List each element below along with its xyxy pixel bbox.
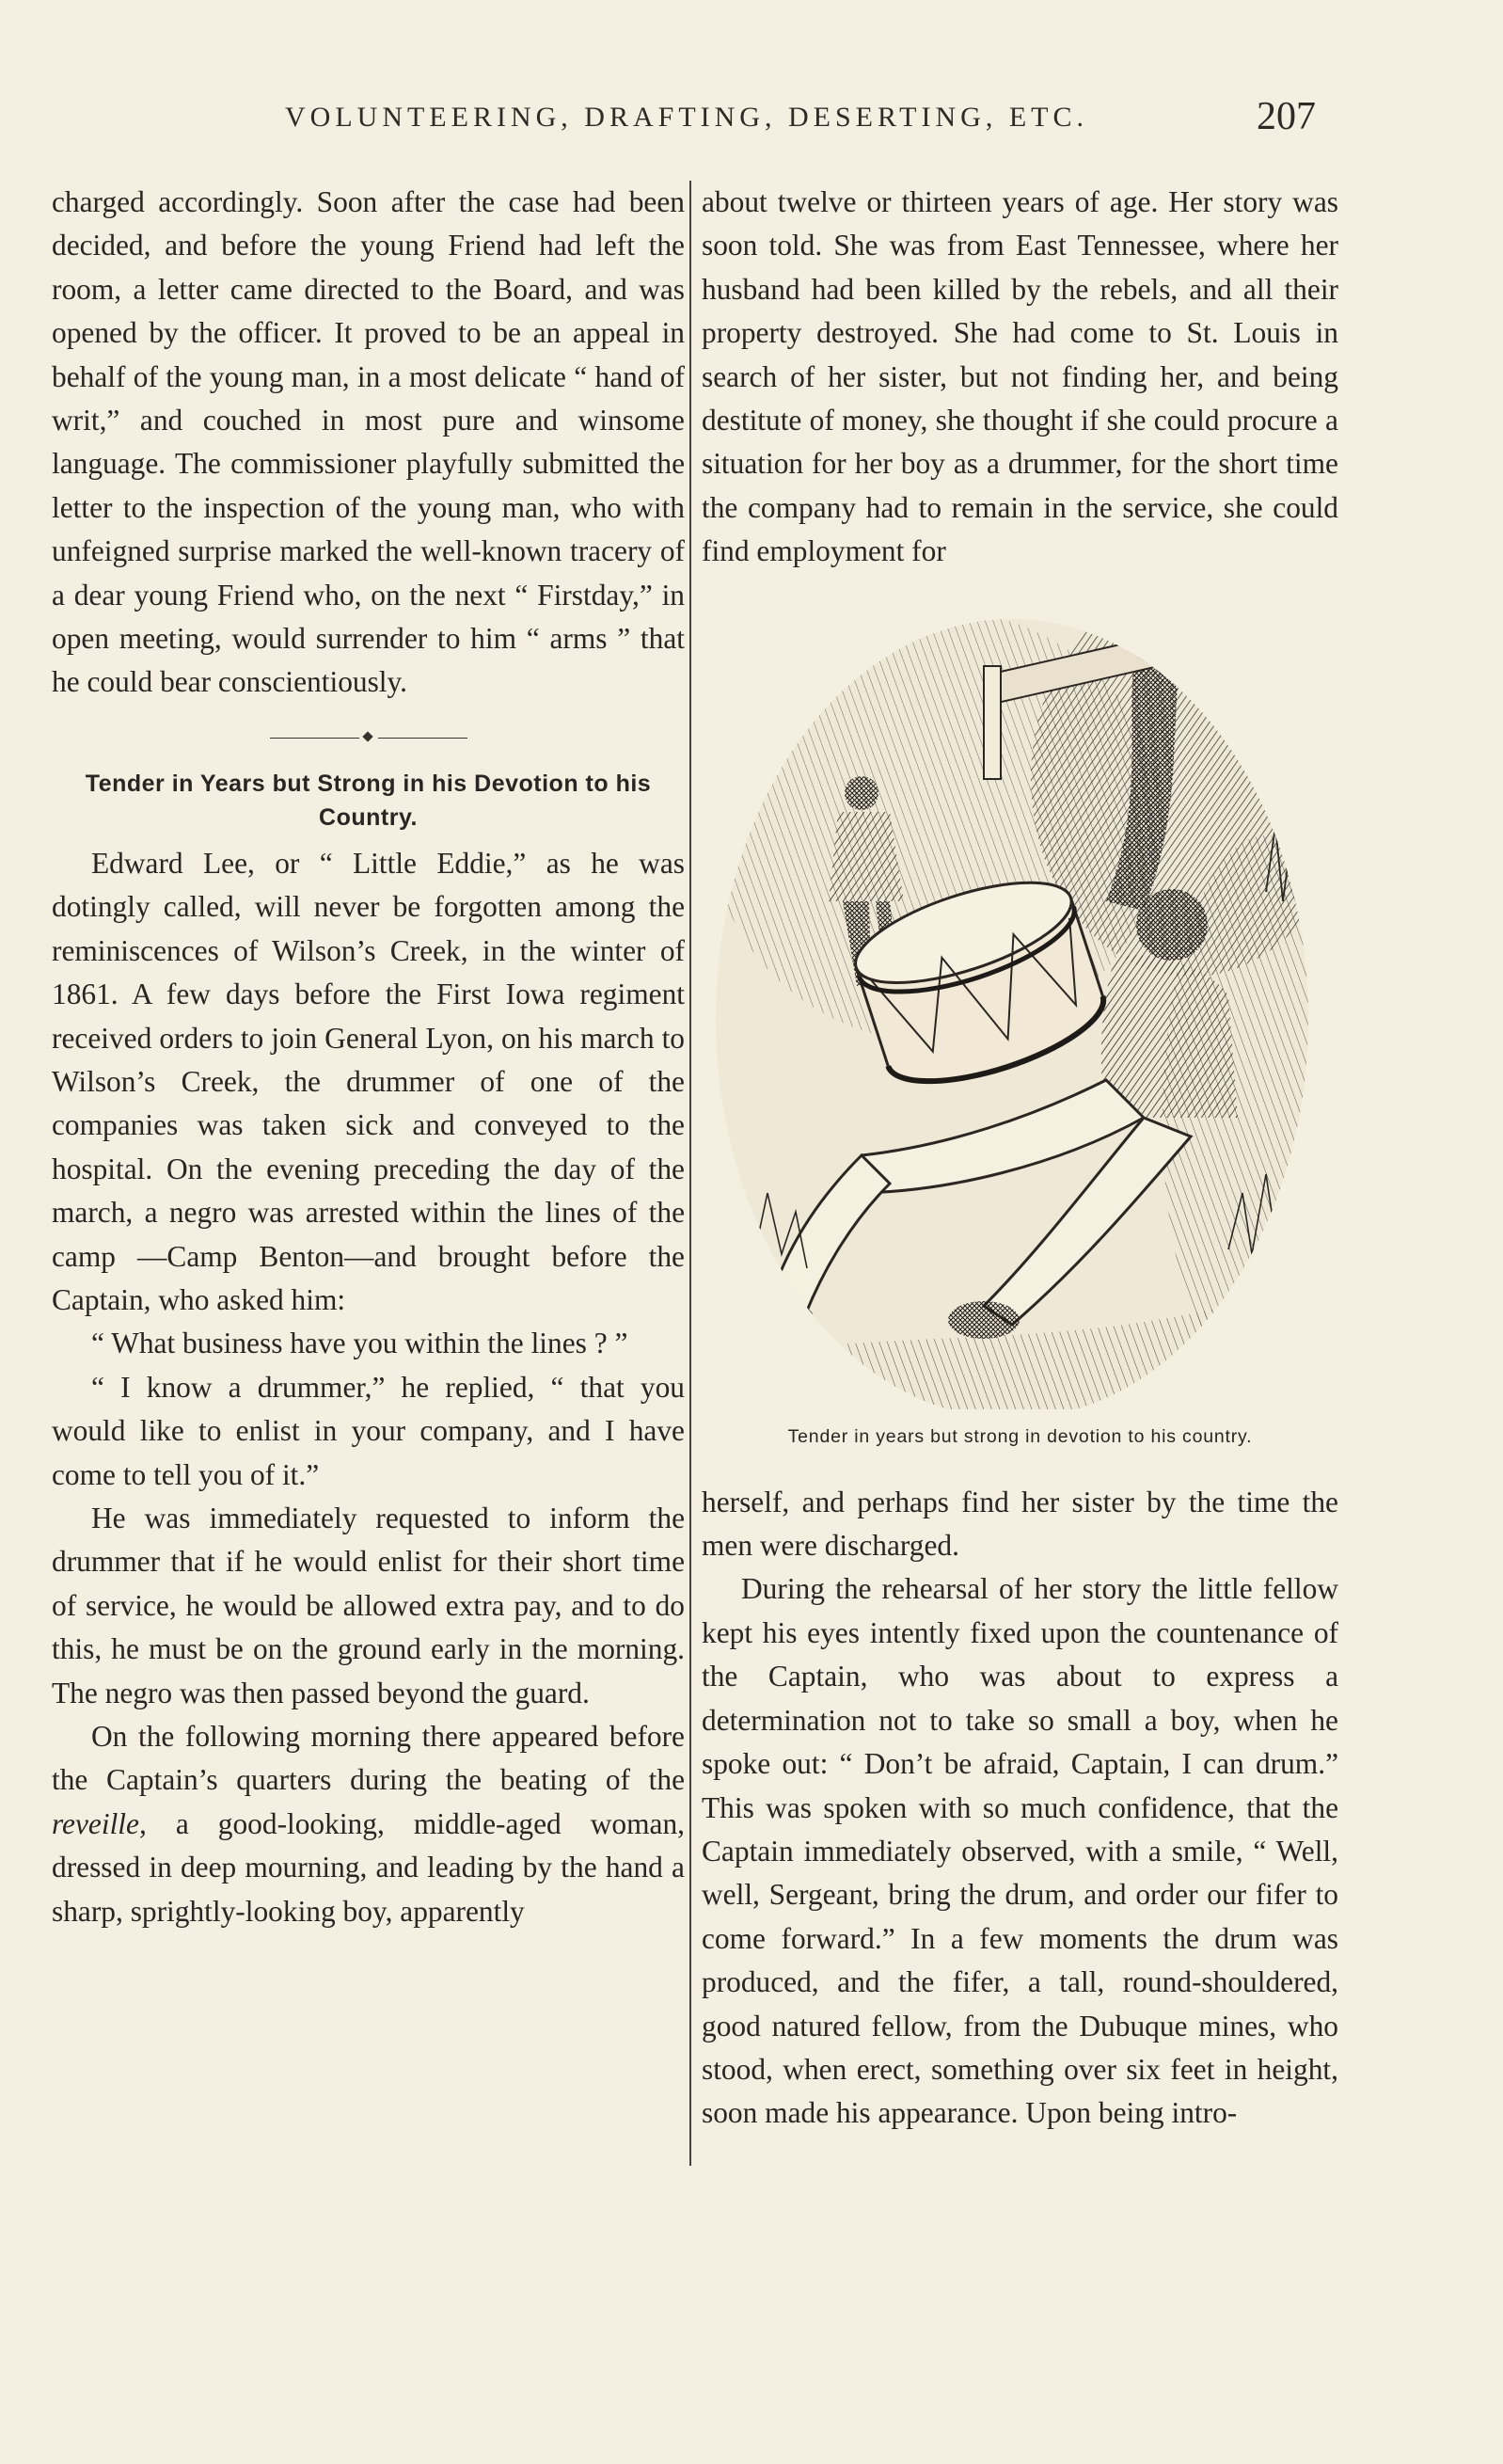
section-divider: [270, 733, 467, 742]
paragraph: [52, 1715, 685, 1933]
drummer-boy-engraving-icon: [702, 591, 1338, 1409]
paragraph: He was immediately requested to inform the drummer that if he would enlist for their short time of service, he would be allowed extra pay, and to do this, he must be on the ground early in the morning. The negro was then passed beyond the guard.: [52, 1501, 685, 1709]
column-rule: [689, 181, 691, 2166]
paragraph: “ I know a drummer,” he replied, “ that you would like to enlist in your company, and I have come to tell you of it.”: [52, 1370, 685, 1491]
paragraph: Edward Lee, or “ Little Eddie,” as he was dotingly called, will never be forgotten among the reminiscences of Wilson’s Creek, in the winter of 1861. A few days before the First Iowa regiment received orders to join General Lyon, on his march to Wilson’s Creek, the drummer of one of the companies was taken sick and conveyed to the hospital. On the evening preceding the day of the march, a negro was arrested within the lines of the camp —Camp Benton—and brought before the Captain, who asked him:: [52, 846, 685, 1316]
section-heading: Tender in Years but Strong in his Devotion to his Country.: [85, 770, 652, 831]
paragraph: During the rehearsal of her story the little fellow kept his eyes intently fixed upon the countenance of the Captain, who was about to express a determination not to take so small a boy, when he spoke out: “ Don’t be afraid, Captain, I can drum.” This was spoken with so much confidence, that the Captain immediately observed, with a smile, “ Well, well, Sergeant, bring the drum, and order our fifer to come forward.” In a few moments the drum was produced, and the fifer, a tall, round-shouldered, good natured fellow, from the Dubuque mines, who stood, when erect, something over six feet in height, soon made his appearance. Upon being intro-: [702, 1572, 1338, 2130]
paragraph-text: On the following morning there appeared before the Captain’s quarters during the beating of the: [52, 1720, 685, 1797]
paragraph: “ What business have you within the lines ? ”: [91, 1327, 628, 1360]
page-number: 207: [1257, 95, 1316, 138]
italic-word: reveille,: [52, 1806, 147, 1840]
engraving-illustration: [702, 591, 1338, 1409]
right-column: [702, 181, 1338, 2166]
figure-caption: Tender in years but strong in devotion to his country.: [787, 1425, 1253, 1447]
paragraph: herself, and perhaps find her sister by the time the men were discharged.: [702, 1485, 1338, 1563]
paragraph-text: a good-looking, middle-aged woman, dressed in deep mourning, and leading by the hand a sharp, sprightly-looking boy, apparently: [52, 1806, 685, 1928]
paragraph: about twelve or thirteen years of age. Her story was soon told. She was from East Tennessee, where her husband had been killed by the rebels, and all their property destroyed. She had come to St. Louis in search of her sister, but not finding her, and being destitute of money, she thought if she could procure a situation for her boy as a drummer, for the short time the company had to remain in the service, she could find employment for: [702, 185, 1338, 568]
paragraph: charged accordingly. Soon after the case had been decided, and before the young Friend had left the room, a letter came directed to the Board, and was opened by the officer. It proved to be an appeal in behalf of the young man, in a most delicate “ hand of writ,” and couched in most pure and winsome language. The commissioner playfully submitted the letter to the inspection of the young man, who with unfeigned surprise marked the well-known tracery of a dear young Friend who, on the next “ Firstday,” in open meeting, would surrender to him “ arms ” that he could bear conscientiously.: [52, 185, 685, 699]
running-head: VOLUNTEERING, DRAFTING, DESERTING, ETC.: [285, 102, 1088, 133]
left-column: [52, 181, 685, 2166]
